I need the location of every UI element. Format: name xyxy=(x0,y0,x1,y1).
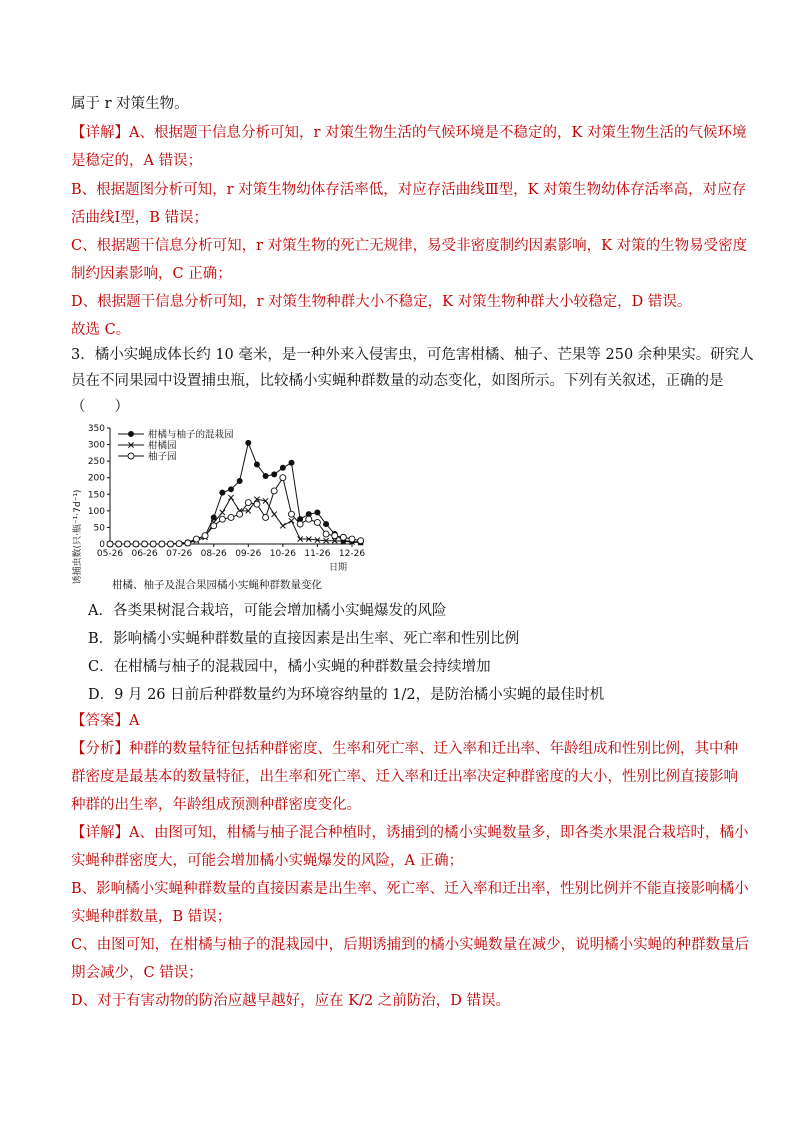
text-line: 属于 r 对策生物。 xyxy=(71,96,189,112)
x-tick-label: 08-26 xyxy=(200,549,227,559)
detail-text: 是稳定的，A 错误； xyxy=(71,153,203,169)
y-tick-label: 0 xyxy=(99,540,105,550)
analysis-tag: 【分析】 xyxy=(71,741,129,757)
detail-text: 实蝇种群数量，B 错误； xyxy=(71,909,232,925)
series-1-point xyxy=(323,522,328,527)
series-2-point xyxy=(220,510,225,515)
question-stem: （ ） xyxy=(71,399,129,415)
x-axis-label: 日期 xyxy=(328,563,348,573)
legend-label: 柑橘与柚子的混栽园 xyxy=(148,429,234,441)
series-1-point xyxy=(254,462,259,467)
series-3-point xyxy=(358,538,364,544)
question-stem: 3．橘小实蝇成体长约 10 毫米，是一种外来入侵害虫，可危害柑橘、柚子、芒果等 250 余种果实。研究人 xyxy=(71,347,754,363)
series-3-point xyxy=(306,516,312,522)
series-3-point xyxy=(185,540,191,546)
detail-tag: 【详解】 xyxy=(71,125,129,141)
option-b: B．影响橘小实蝇种群数量的直接因素是出生率、死亡率和性别比例 xyxy=(88,631,520,647)
series-3-point xyxy=(124,541,130,547)
answer-tag: 【答案】 xyxy=(71,713,129,729)
series-1-point xyxy=(237,478,242,483)
answer-line xyxy=(71,711,734,731)
detail-text: C、由图可知，在柑橘与柚子的混栽园中，后期诱捕到的橘小实蝇数量在减少，说明橘小实蝇的种群数量后 xyxy=(71,937,750,953)
series-2-point xyxy=(228,495,233,500)
x-tick-label: 10-26 xyxy=(269,549,296,559)
detail-text: 故选 C。 xyxy=(71,322,131,338)
legend-label: 柚子园 xyxy=(148,451,177,463)
x-tick-label: 05-26 xyxy=(96,549,124,559)
series-3-point xyxy=(219,516,225,522)
y-tick-label: 100 xyxy=(87,506,105,517)
detail-text: 活曲线Ⅰ型，B 错误； xyxy=(71,210,208,226)
series-3-point xyxy=(237,511,243,517)
y-axis-label: 诱捕虫数(只·瓶⁻¹·7d⁻¹) xyxy=(73,489,83,585)
answer-value: A xyxy=(129,713,140,729)
series-2-point xyxy=(289,518,294,523)
series-3-point xyxy=(271,488,277,494)
series-3-point xyxy=(245,500,251,506)
y-tick-label: 150 xyxy=(87,490,105,501)
detail-text: B、根据题图分析可知，r 对策生物幼体存活率低，对应存活曲线Ⅲ型，K 对策生物幼体存活率高，对应存 xyxy=(71,182,747,198)
analysis-paragraph xyxy=(71,739,738,759)
x-tick-label: 12-26 xyxy=(338,549,366,559)
series-1-point xyxy=(289,460,294,465)
series-3-point xyxy=(176,541,182,547)
series-3-point xyxy=(133,541,139,547)
series-3-point xyxy=(211,523,217,529)
legend-marker xyxy=(128,431,133,436)
series-3-point xyxy=(323,531,329,537)
series-3-point xyxy=(263,514,269,520)
series-1-point xyxy=(228,487,233,492)
series-3-point xyxy=(142,541,148,547)
series-1-point xyxy=(246,440,251,445)
series-3-point xyxy=(314,519,320,525)
x-tick-label: 06-26 xyxy=(131,549,158,559)
y-tick-label: 50 xyxy=(93,523,105,534)
series-1-point xyxy=(272,472,277,477)
detail-tag: 【详解】 xyxy=(71,825,129,841)
detail-paragraph xyxy=(71,823,749,843)
series-3-point xyxy=(150,541,156,547)
analysis-text: 种群的数量特征包括种群密度、生率和死亡率、迁入率和迁出率、年龄组成和性别比例，其中种 xyxy=(129,741,738,757)
series-3-point xyxy=(297,521,303,527)
series-1-point xyxy=(315,510,320,515)
series-2-point xyxy=(272,512,277,517)
series-1-point xyxy=(280,465,285,470)
option-d: D．9 月 26 日前后种群数量约为环境容纳量的 1/2，是防治橘小实蝇的最佳时机 xyxy=(88,687,605,703)
legend-marker xyxy=(128,453,134,459)
series-3-point xyxy=(254,501,260,507)
x-tick-label: 11-26 xyxy=(304,549,331,559)
series-3-point xyxy=(168,541,174,547)
series-3-point xyxy=(159,541,165,547)
x-tick-label: 07-26 xyxy=(166,549,193,559)
series-1-point xyxy=(263,473,268,478)
x-tick-label: 09-26 xyxy=(235,549,262,559)
series-3-point xyxy=(116,541,122,547)
detail-text: A、根据题干信息分析可知，r 对策生物生活的气候环境是不稳定的，K 对策生物生活的气候环境 xyxy=(129,125,747,141)
detail-text: D、根据题干信息分析可知，r 对策生物种群大小不稳定，K 对策生物种群大小较稳定，D 错误。 xyxy=(71,294,692,310)
y-tick-label: 250 xyxy=(87,457,105,468)
series-3-point xyxy=(340,534,346,540)
series-3-point xyxy=(202,533,208,539)
y-tick-label: 350 xyxy=(87,424,105,434)
analysis-text: 种群的出生率，年龄组成预测种群密度变化。 xyxy=(71,797,361,813)
y-tick-label: 200 xyxy=(87,473,105,484)
series-3-point xyxy=(280,475,286,481)
option-a: A．各类果树混合栽培，可能会增加橘小实蝇爆发的风险 xyxy=(88,603,447,619)
series-1-point xyxy=(220,490,225,495)
detail-text: 实蝇种群密度大，可能会增加橘小实蝇爆发的风险，A 正确； xyxy=(71,853,464,869)
series-2-point xyxy=(280,523,285,528)
detail-text: C、根据题干信息分析可知，r 对策生物的死亡无规律，易受非密度制约因素影响，K 对策的生物易受密度 xyxy=(71,238,748,254)
series-3-point xyxy=(332,533,338,539)
series-3-point xyxy=(349,536,355,542)
detail-paragraph xyxy=(71,123,747,143)
series-1-point xyxy=(211,515,216,520)
detail-text: 制约因素影响，C 正确； xyxy=(71,266,232,282)
analysis-text: 群密度是最基本的数量特征，出生率和死亡率、迁入率和迁出率决定种群密度的大小，性别比例直接影响 xyxy=(71,769,738,785)
series-3-point xyxy=(289,511,295,517)
legend-label: 柑橘园 xyxy=(148,440,177,452)
detail-text: A、由图可知，柑橘与柚子混合种植时，诱捕到的橘小实蝇数量多，即各类水果混合栽培时，橘小 xyxy=(129,825,749,841)
series-3-point xyxy=(193,536,199,542)
y-tick-label: 300 xyxy=(87,440,105,451)
series-3-point xyxy=(107,541,113,547)
series-3-point xyxy=(228,514,234,520)
option-c: C．在柑橘与柚子的混栽园中，橘小实蝇的种群数量会持续增加 xyxy=(88,659,491,675)
detail-text: B、影响橘小实蝇种群数量的直接因素是出生率、死亡率、迁入率和迁出率，性别比例并不能直接影响橘小 xyxy=(71,881,749,897)
chart-caption: 柑橘、柚子及混合果园橘小实蝇种群数量变化 xyxy=(112,579,322,591)
detail-text: 期会减少，C 错误； xyxy=(71,965,203,981)
detail-text: D、对于有害动物的防治应越早越好，应在 K/2 之前防治，D 错误。 xyxy=(71,993,511,1009)
question-stem: 员在不同果园中设置捕虫瓶，比较橘小实蝇种群数量的动态变化，如图所示。下列有关叙述，正确的是 xyxy=(71,373,724,389)
